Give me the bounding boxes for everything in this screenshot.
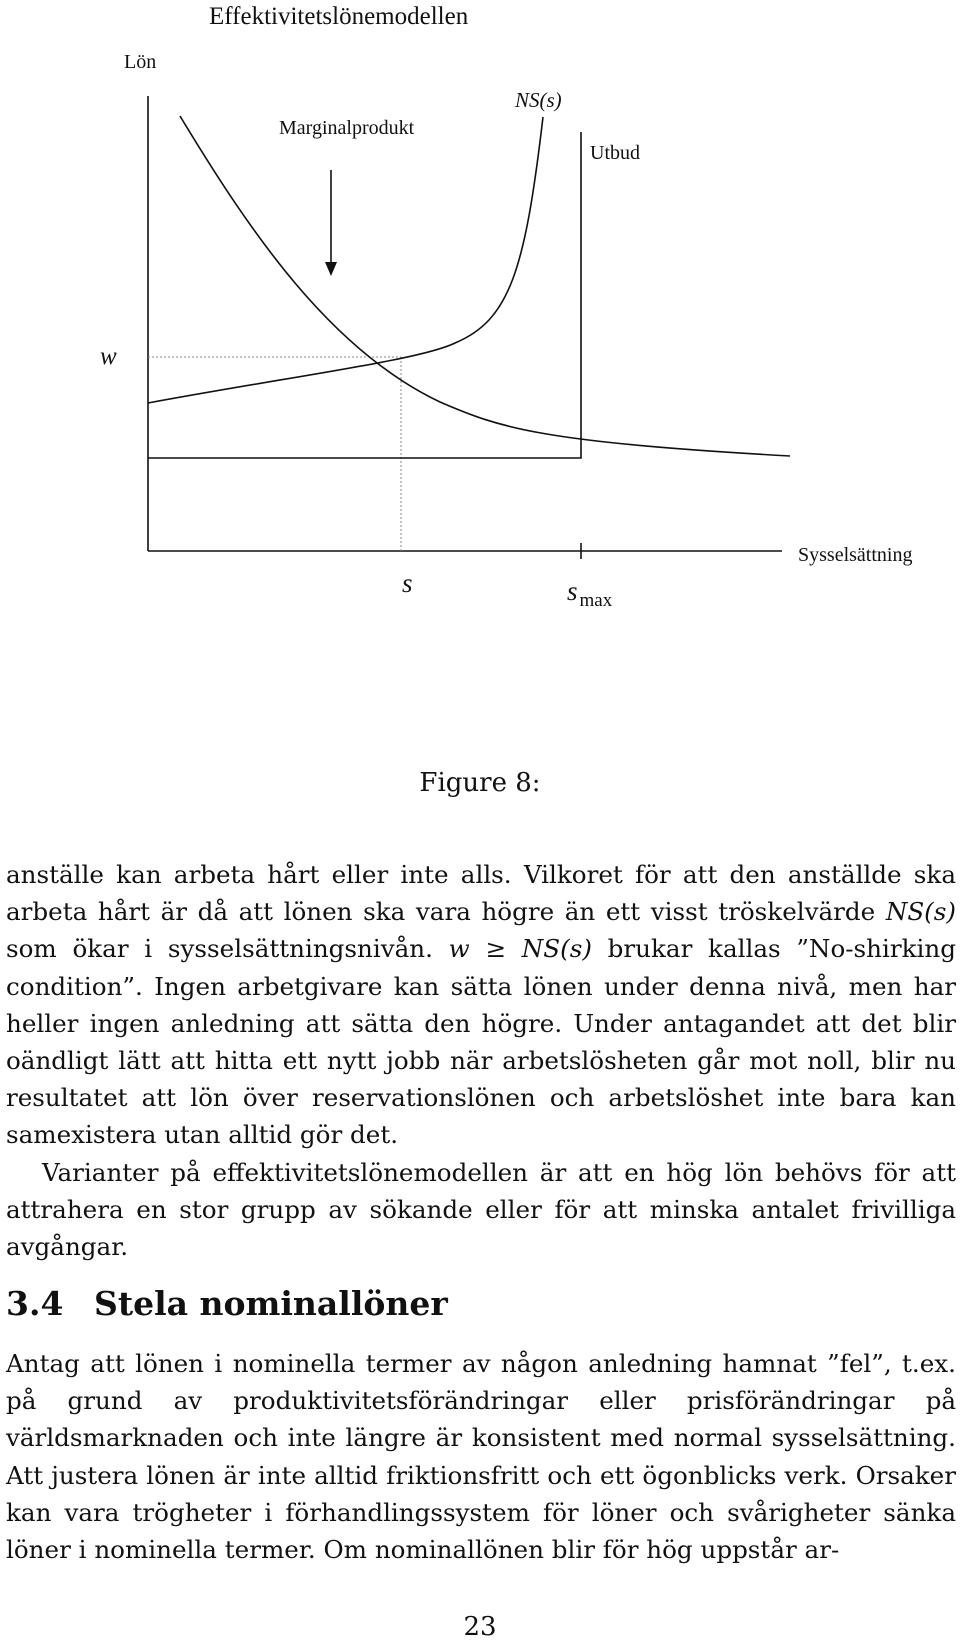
paragraph-block-3 [6, 1345, 956, 1568]
paragraph-1: anställe kan arbeta hårt eller inte alls. Vilkoret för att den anställde ska arbeta hårt är då att lönen ska vara högre än ett visst tröskelvärde NS(s) som ökar i sysselsättningsnivån. w ≥ NS(s) brukar kallas ”No-shirking condition”. Ingen arbetgivare kan sätta lönen under denna nivå, men har heller ingen anledning att sätta den högre. Under antagandet att det blir oändligt lätt att hitta ett nytt jobb när arbetslösheten går mot noll, blir nu resultatet att lön över reservationslönen och arbetslöshet inte bara kan samexistera utan alltid gör det. [6, 860, 956, 1150]
page-number: 23 [463, 1612, 497, 1642]
figure-caption: Figure 8: [419, 768, 541, 798]
efficiency-wage-figure [0, 0, 960, 640]
marginal-product-label: Marginalprodukt [279, 117, 415, 139]
paragraph-2: Varianter på effektivitetslönemodellen är att en hög lön behövs för att attrahera en stor grupp av sökande eller för att minska antalet frivilliga avgångar. [6, 1157, 956, 1262]
section-title: Stela nominallöner [94, 1284, 448, 1323]
figure-title: Effektivitetslönemodellen [209, 3, 469, 30]
math-condition: w ≥ NS(s) [448, 934, 592, 964]
w-label: w [100, 343, 117, 370]
arrow-head [325, 262, 337, 276]
y-axis-label: Lön [124, 51, 157, 73]
paragraph-3: Antag att lönen i nominella termer av någon anledning hamnat ”fel”, t.ex. på grund av produktivitetsförändringar eller prisförändringar på världsmarknaden och inte längre är konsistent med normal sysselsättning. Att justera lönen är inte alltid friktionsfritt och ett ögonblicks verk. Orsaker kan vara trögheter i förhandlingssystem för löner och svårigheter sänka löner i nominella termer. Om nominallönen blir för hög uppstår ar- [6, 1349, 956, 1565]
s-label: s [402, 568, 413, 598]
section-number: 3.4 [6, 1284, 64, 1323]
section-heading [6, 1284, 956, 1323]
x-axis-label: Sysselsättning [798, 544, 913, 566]
paragraph-block-1 [6, 856, 956, 1265]
supply-curve [148, 132, 581, 458]
math-ns: NS(s) [885, 897, 956, 927]
marginal-product-curve [180, 116, 790, 456]
smax-label: s $_{max}$ [567, 576, 613, 611]
supply-label: Utbud [590, 142, 640, 164]
ns-curve-label: NS(s) [515, 88, 562, 112]
